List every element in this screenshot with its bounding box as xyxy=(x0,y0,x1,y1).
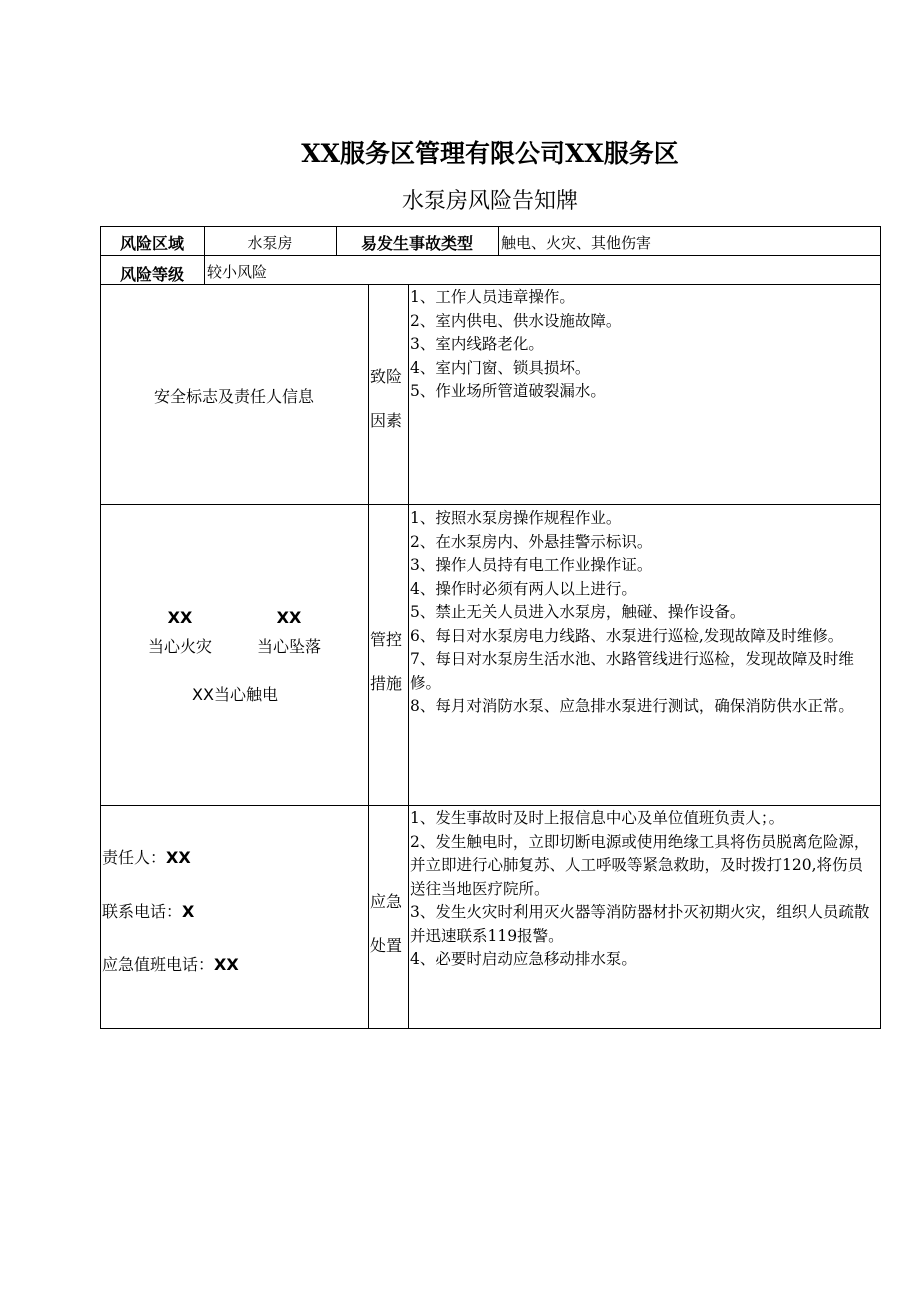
emergency-response-list xyxy=(410,807,878,972)
list-item: 4、操作时必须有两人以上进行。 xyxy=(410,579,637,598)
contact-phone: 联系电话：X xyxy=(102,902,195,921)
risk-area-value: 水泵房 xyxy=(247,234,293,252)
list-item: 2、发生触电时，立即切断电源或使用绝缘工具将伤员脱离危险源，并立即进行心肺复苏、人工呼吸等紧急救助，及时拨打120,将伤员送往当地医疗院所。 xyxy=(410,832,870,898)
list-item: 3、室内线路老化。 xyxy=(410,335,544,353)
emergency-response-label: 应急 处置 xyxy=(370,892,403,955)
list-item: 4、室内门窗、锁具损坏。 xyxy=(410,358,591,377)
list-item: 6、每日对水泵房电力线路、水泵进行巡检,发现故障及时维修。 xyxy=(410,626,844,645)
emergency-duty-phone: 应急值班电话：XX xyxy=(102,955,239,974)
fall-sign-code: XX xyxy=(276,608,302,627)
list-item: 5、禁止无关人员进入水泵房，触碰、操作设备。 xyxy=(410,603,746,621)
risk-area-label: 风险区域 xyxy=(119,234,184,253)
fire-sign-code: XX xyxy=(167,608,193,627)
risk-factor-list xyxy=(410,286,878,404)
list-item: 2、在水泵房内、外悬挂警示标识。 xyxy=(410,532,653,551)
risk-level-label: 风险等级 xyxy=(119,265,184,284)
fire-warning-sign: 当心火灾 xyxy=(147,637,212,656)
responsible-person: 责任人：XX xyxy=(102,848,191,867)
list-item: 3、操作人员持有电工作业操作证。 xyxy=(410,556,653,574)
accident-type-label: 易发生事故类型 xyxy=(360,234,473,253)
risk-factor-label: 致险 因素 xyxy=(370,367,403,430)
list-item: 4、必要时启动应急移动排水泵。 xyxy=(410,950,637,968)
list-item: 1、工作人员违章操作。 xyxy=(410,288,575,306)
list-item: 2、室内供电、供水设施故障。 xyxy=(410,311,622,330)
electric-shock-warning-sign: XX当心触电 xyxy=(192,685,278,704)
control-measures-label: 管控 措施 xyxy=(370,630,403,693)
list-item: 1、按照水泵房操作规程作业。 xyxy=(410,509,622,527)
accident-type-value: 触电、火灾、其他伤害 xyxy=(501,234,652,252)
control-measures-list xyxy=(410,507,878,719)
document-subtitle: 水泵房风险告知牌 xyxy=(401,189,578,214)
list-item: 7、每日对水泵房生活水池、水路管线进行巡检，发现故障及时维修。 xyxy=(410,650,854,692)
list-item: 3、发生火灾时利用灭火器等消防器材扑灭初期火灾，组织人员疏散并迅速联系119报警。 xyxy=(410,903,870,945)
document-title: XX服务区管理有限公司XX服务区 xyxy=(301,139,679,168)
list-item: 5、作业场所管道破裂漏水。 xyxy=(410,382,606,400)
list-item: 8、每月对消防水泵、应急排水泵进行测试，确保消防供水正常。 xyxy=(410,697,854,715)
safety-sign-info-heading: 安全标志及责任人信息 xyxy=(153,387,314,406)
risk-level-value: 较小风险 xyxy=(207,263,268,281)
list-item: 1、发生事故时及时上报信息中心及单位值班负责人；。 xyxy=(410,809,785,827)
fall-warning-sign: 当心坠落 xyxy=(256,637,321,656)
